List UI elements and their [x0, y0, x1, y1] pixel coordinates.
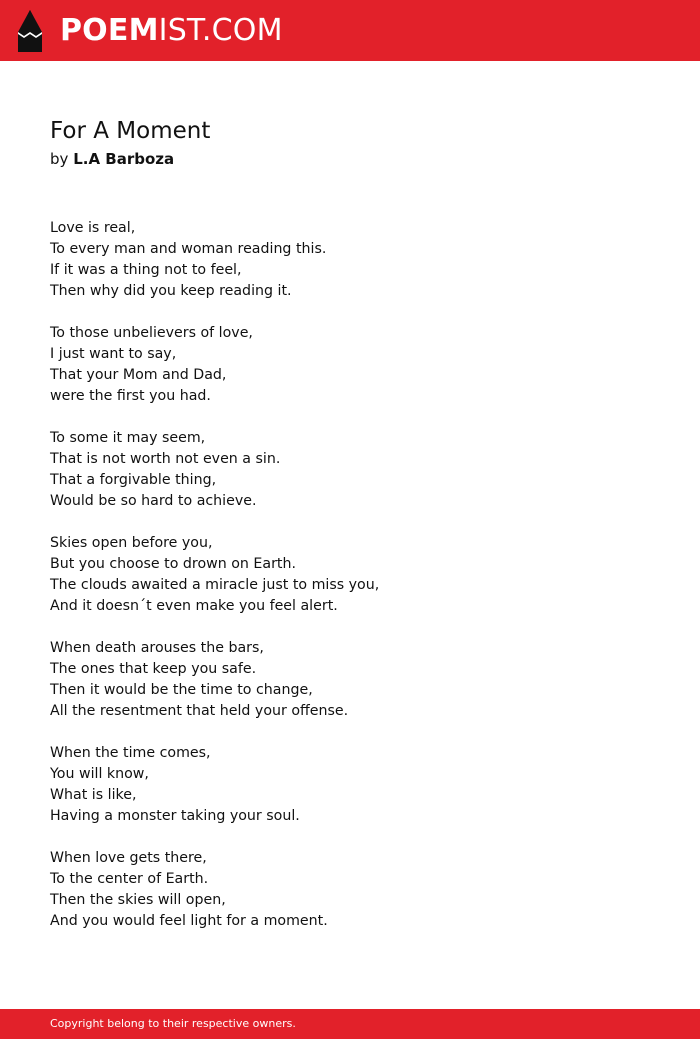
poem-line: When death arouses the bars, [50, 640, 264, 656]
poem-line: were the first you had. [50, 388, 211, 404]
poem-line: If it was a thing not to feel, [50, 262, 242, 278]
stanza [50, 638, 650, 722]
poem-line: Having a monster taking your soul. [50, 808, 300, 824]
poem-line: Skies open before you, [50, 535, 213, 551]
poem-line: Then why did you keep reading it. [50, 283, 292, 299]
pencil-tip-icon [18, 10, 42, 52]
poem-line: But you choose to drown on Earth. [50, 556, 296, 572]
poem-line: To some it may seem, [50, 430, 206, 446]
author-name: L.A Barboza [73, 150, 175, 168]
poem-line: And you would feel light for a moment. [50, 913, 328, 929]
poem-line: Love is real, [50, 220, 136, 236]
header-bar [0, 0, 700, 61]
poem-line: To those unbelievers of love, [50, 325, 253, 341]
site-name-bold: POEM [60, 13, 159, 48]
copyright-notice: Copyright belong to their respective owners. [50, 1017, 296, 1030]
poem-line: Then the skies will open, [50, 892, 226, 908]
poem-line: Would be so hard to achieve. [50, 493, 257, 509]
site-name-light: IST.COM [158, 13, 283, 48]
poem-body [50, 218, 650, 953]
stanza [50, 743, 650, 827]
stanza [50, 428, 650, 512]
poem-line: The ones that keep you safe. [50, 661, 257, 677]
by-label: by [50, 150, 69, 168]
poem-line: To the center of Earth. [50, 871, 209, 887]
footer-bar [0, 1009, 700, 1039]
stanza [50, 533, 650, 617]
poem-line: When the time comes, [50, 745, 211, 761]
byline [50, 148, 174, 170]
stanza [50, 323, 650, 407]
poem-line: I just want to say, [50, 346, 177, 362]
poem-line: Then it would be the time to change, [50, 682, 313, 698]
poem-line: When love gets there, [50, 850, 207, 866]
poem-line: To every man and woman reading this. [50, 241, 327, 257]
poem-title: For A Moment [50, 118, 211, 144]
stanza [50, 848, 650, 932]
poem-line: That is not worth not even a sin. [50, 451, 281, 467]
site-logo[interactable] [18, 9, 283, 53]
stanza [50, 218, 650, 302]
poem-line: All the resentment that held your offense. [50, 703, 349, 719]
poem-line: What is like, [50, 787, 137, 803]
poem-line: The clouds awaited a miracle just to miss you, [50, 577, 380, 593]
poem-line: That a forgivable thing, [50, 472, 217, 488]
site-name [60, 9, 283, 53]
poem-line: You will know, [50, 766, 149, 782]
poem-line: That your Mom and Dad, [50, 367, 227, 383]
poem-line: And it doesn´t even make you feel alert. [50, 598, 338, 614]
